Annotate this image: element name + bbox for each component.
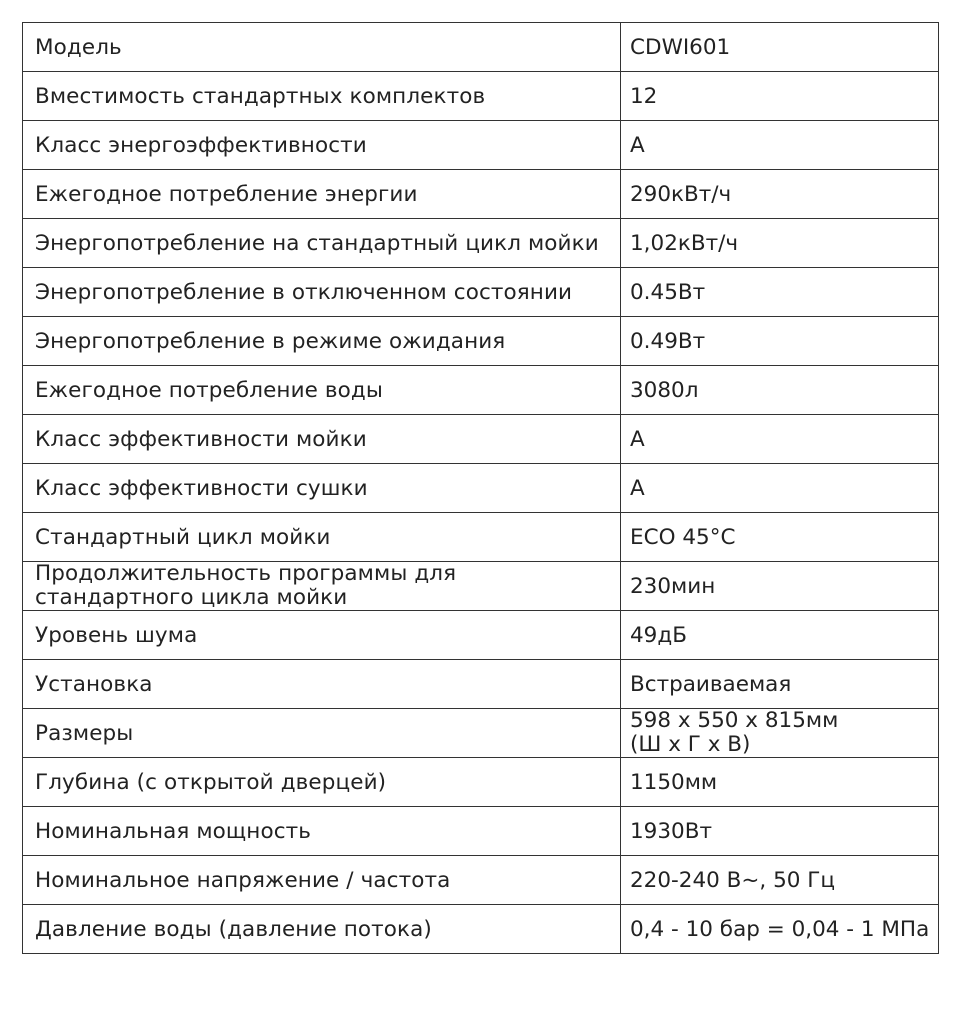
spec-label: Модель: [23, 23, 621, 72]
table-row: [23, 121, 939, 170]
spec-value: 3080л: [621, 366, 939, 415]
table-row: [23, 611, 939, 660]
spec-label: Вместимость стандартных комплектов: [23, 72, 621, 121]
spec-value: 0.45Вт: [621, 268, 939, 317]
spec-value: 230мин: [621, 562, 939, 611]
table-row: [23, 366, 939, 415]
spec-value: A: [621, 464, 939, 513]
spec-label: Установка: [23, 660, 621, 709]
table-row: [23, 170, 939, 219]
spec-value: ECO 45°C: [621, 513, 939, 562]
spec-label: Ежегодное потребление энергии: [23, 170, 621, 219]
spec-label-cell: [23, 562, 621, 611]
spec-value: 0.49Вт: [621, 317, 939, 366]
table-row: [23, 758, 939, 807]
spec-label: Ежегодное потребление воды: [23, 366, 621, 415]
spec-label: Энергопотребление в отключенном состоянии: [23, 268, 621, 317]
table-row: [23, 660, 939, 709]
table-row: [23, 513, 939, 562]
spec-value: A: [621, 415, 939, 464]
spec-label: Продолжительность программы для стандартного цикла мойки: [35, 561, 457, 610]
spec-label: Глубина (с открытой дверцей): [23, 758, 621, 807]
table-row: [23, 856, 939, 905]
spec-label: Номинальная мощность: [23, 807, 621, 856]
spec-value: 1,02кВт/ч: [621, 219, 939, 268]
spec-label: Номинальное напряжение / частота: [23, 856, 621, 905]
table-row: [23, 709, 939, 758]
spec-label: Энергопотребление на стандартный цикл мойки: [23, 219, 621, 268]
spec-label: Давление воды (давление потока): [23, 905, 621, 954]
table-row: [23, 905, 939, 954]
spec-label: Класс эффективности мойки: [23, 415, 621, 464]
spec-label: Стандартный цикл мойки: [23, 513, 621, 562]
spec-value: CDWI601: [621, 23, 939, 72]
table-row: [23, 562, 939, 611]
spec-label: Энергопотребление в режиме ожидания: [23, 317, 621, 366]
spec-value: 0,4 - 10 бар = 0,04 - 1 МПа: [621, 905, 939, 954]
spec-value: 598 x 550 x 815мм (Ш x Г x В): [630, 708, 839, 757]
spec-label: Класс эффективности сушки: [23, 464, 621, 513]
table-row: [23, 415, 939, 464]
spec-value: 1930Вт: [621, 807, 939, 856]
spec-value: 1150мм: [621, 758, 939, 807]
spec-label: Размеры: [23, 709, 621, 758]
spec-value: 49дБ: [621, 611, 939, 660]
table-row: [23, 72, 939, 121]
spec-value: 12: [621, 72, 939, 121]
table-row: [23, 268, 939, 317]
spec-value: 220-240 В~, 50 Гц: [621, 856, 939, 905]
spec-value: 290кВт/ч: [621, 170, 939, 219]
table-row: [23, 219, 939, 268]
spec-label: Класс энергоэффективности: [23, 121, 621, 170]
spec-label: Уровень шума: [23, 611, 621, 660]
spec-table: [22, 22, 939, 954]
spec-value: A: [621, 121, 939, 170]
table-row: [23, 317, 939, 366]
table-row: [23, 464, 939, 513]
table-row: [23, 807, 939, 856]
table-row: [23, 23, 939, 72]
spec-value: Встраиваемая: [621, 660, 939, 709]
spec-value-cell: [621, 709, 939, 758]
